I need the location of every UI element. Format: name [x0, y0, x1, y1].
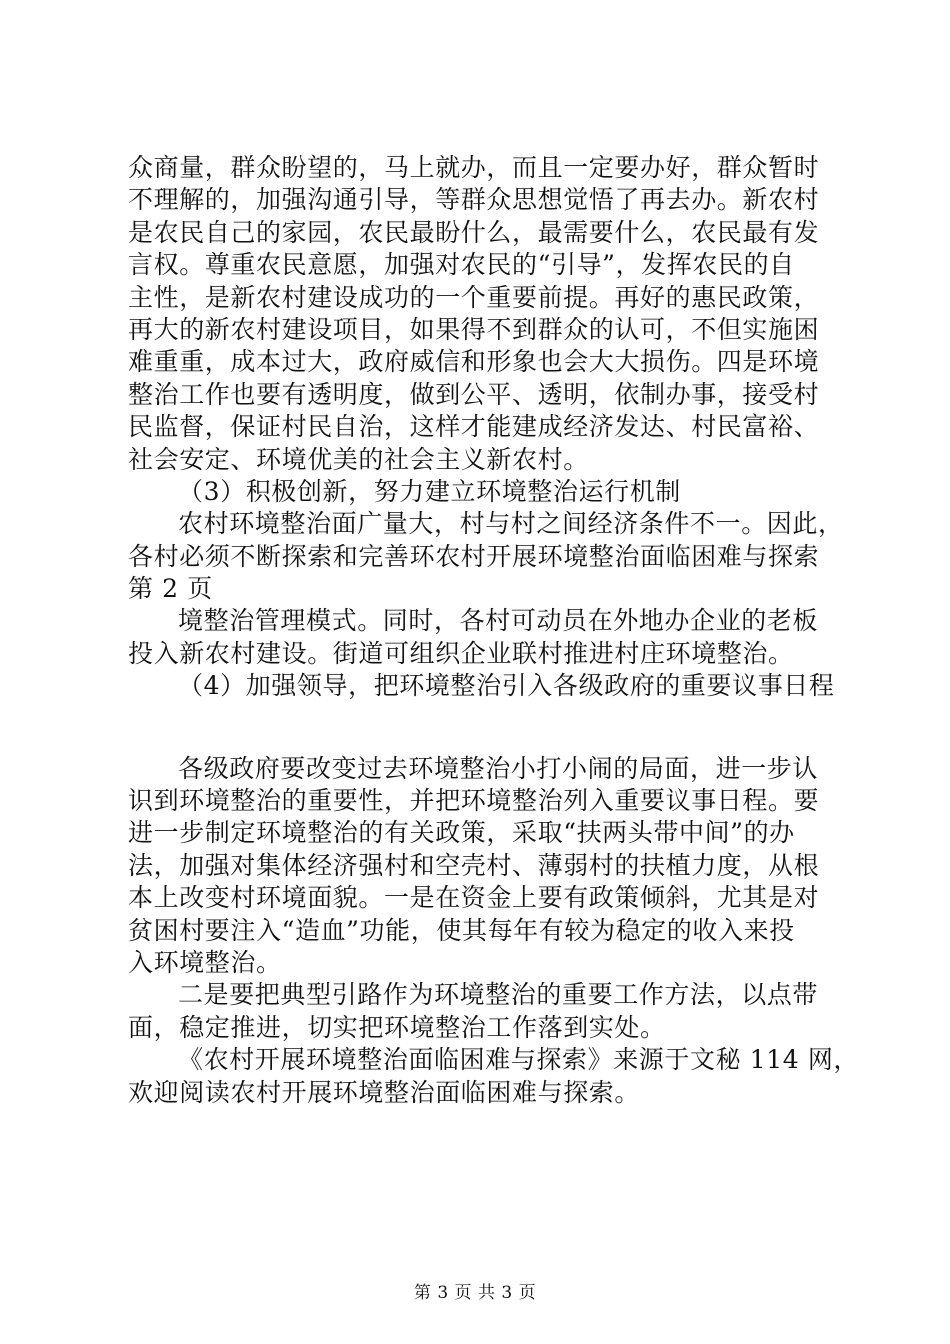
- paragraph-line: 投入新农村建设。街道可组织企业联村推进村庄环境整治。: [128, 638, 794, 668]
- paragraph-line: 整治工作也要有透明度，做到公平、透明，依制办事，接受村: [128, 379, 820, 409]
- section-heading: （3）积极创新，努力建立环境整治运行机制: [178, 476, 681, 506]
- paragraph-line: 法，加强对集体经济强村和空壳村、薄弱村的扶植力度，从根: [128, 850, 820, 880]
- document-body: [128, 152, 860, 1109]
- paragraph-line: 社会安定、环境优美的社会主义新农村。: [128, 444, 589, 474]
- paragraph-line: 识到环境整治的重要性，并把环境整治列入重要议事日程。要: [128, 786, 820, 816]
- paragraph-line: 境整治管理模式。同时，各村可动员在外地办企业的老板: [178, 606, 819, 636]
- paragraph-line: 面，稳定推进，切实把环境整治工作落到实处。: [128, 1012, 666, 1042]
- section-heading: （4）加强领导，把环境整治引入各级政府的重要议事日程: [178, 671, 835, 701]
- paragraph-line: 入环境整治。: [128, 947, 282, 977]
- paragraph-line: 各级政府要改变过去环境整治小打小闹的局面，进一步认: [178, 753, 819, 783]
- inline-page-marker: 第 2 页: [128, 574, 213, 604]
- paragraph-line: 再大的新农村建设项目，如果得不到群众的认可，不但实施困: [128, 314, 820, 344]
- paragraph-line: 二是要把典型引路作为环境整治的重要工作方法，以点带: [178, 980, 819, 1010]
- paragraph-line: 进一步制定环境整治的有关政策，采取“扶两头带中间”的办: [128, 818, 795, 848]
- paragraph-line: 众商量，群众盼望的，马上就办，而且一定要办好，群众暂时: [128, 153, 820, 182]
- paragraph-line: 主性，是新农村建设成功的一个重要前提。再好的惠民政策，: [128, 282, 820, 312]
- paragraph-line: 欢迎阅读农村开展环境整治面临困难与探索。: [128, 1077, 641, 1107]
- paragraph-line: 贫困村要注入“造血”功能，使其每年有较为稳定的收入来投: [128, 915, 795, 945]
- paragraph-line: 是农民自己的家园，农民最盼什么，最需要什么，农民最有发: [128, 217, 820, 247]
- paragraph-line: 民监督，保证村民自治，这样才能建成经济发达、村民富裕、: [128, 412, 820, 442]
- blank-line: [128, 703, 838, 753]
- paragraph-line: 农村环境整治面广量大，村与村之间经济条件不一。因此，: [178, 509, 844, 539]
- paragraph-line: 难重重，成本过大，政府威信和形象也会大大损伤。四是环境: [128, 347, 820, 377]
- paragraph-line: 不理解的，加强沟通引导，等群众思想觉悟了再去办。新农村: [128, 185, 820, 215]
- paragraph-line: 本上改变村环境面貌。一是在资金上要有政策倾斜，尤其是对: [128, 883, 820, 913]
- paragraph-line: 《农村开展环境整治面临困难与探索》来源于文秘 114 网，: [178, 1045, 860, 1075]
- paragraph-line: 各村必须不断探索和完善环农村开展环境整治面临困难与探索: [128, 541, 820, 571]
- page-footer: 第 3 页 共 3 页: [413, 1283, 537, 1303]
- paragraph-line: 言权。尊重农民意愿，加强对农民的“引导”，发挥农民的自: [128, 250, 795, 280]
